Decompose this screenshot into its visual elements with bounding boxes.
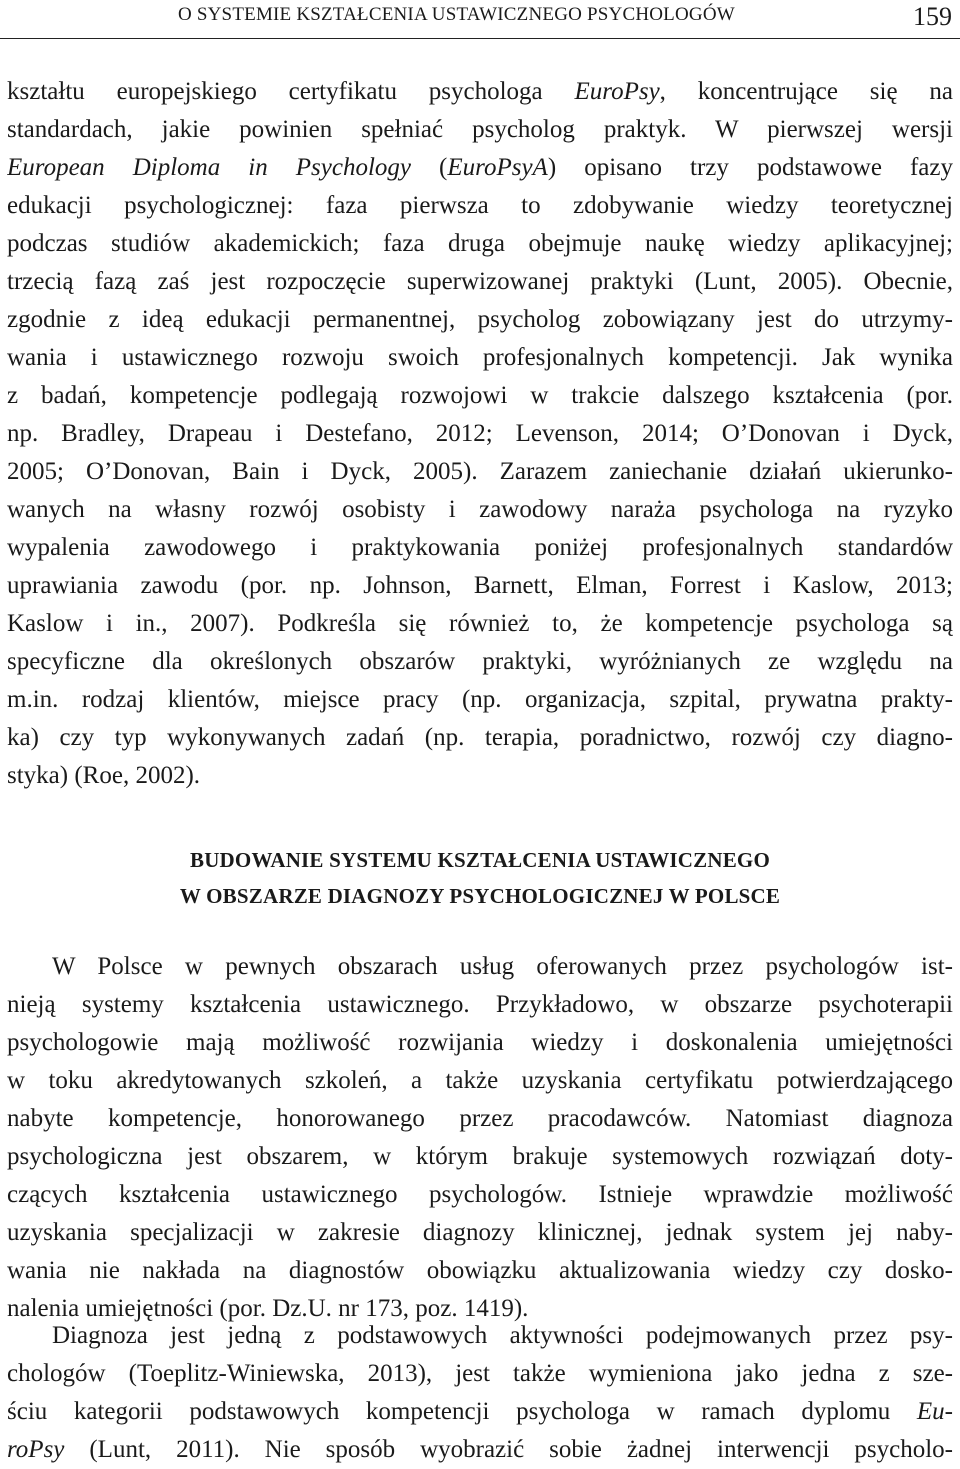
paragraph-line: wanych na własny rozwój osobisty i zawodowy naraża psychologa na ryzyko [7, 496, 953, 523]
paragraph-line: uprawiania zawodu (por. np. Johnson, Barnett, Elman, Forrest i Kaslow, 2013; [7, 572, 953, 599]
paragraph-line: m.in. rodzaj klientów, miejsce pracy (np. organizacja, szpital, prywatna prakty- [7, 686, 953, 713]
italic-term: EuroPsyA [447, 154, 548, 181]
paragraph-line: ściu kategorii podstawowych kompetencji psychologa w ramach dyplomu Eu- [7, 1398, 953, 1425]
paragraph-line: ka) czy typ wykonywanych zadań (np. terapia, poradnictwo, rozwój czy diagno- [7, 724, 953, 751]
paragraph-line: wypalenia zawodowego i praktykowania poniżej profesjonalnych standardów [7, 534, 953, 561]
paragraph-line: psychologiczna jest obszarem, w którym brakuje systemowych rozwiązań doty- [7, 1143, 953, 1170]
paragraph-line: kształtu europejskiego certyfikatu psychologa EuroPsy, koncentrujące się na [7, 78, 953, 105]
paragraph-line: 2005; O’Donovan, Bain i Dyck, 2005). Zarazem zaniechanie działań ukierunko- [7, 458, 953, 485]
running-title: O SYSTEMIE KSZTAŁCENIA USTAWICZNEGO PSYCHOLOGÓW [178, 4, 735, 25]
paragraph-line: specyficzne dla określonych obszarów praktyki, wyróżnianych ze względu na [7, 648, 953, 675]
paragraph-1 [7, 73, 953, 795]
paragraph-line: np. Bradley, Drapeau i Destefano, 2012; Levenson, 2014; O’Donovan i Dyck, [7, 420, 953, 447]
paragraph-line: nieją systemy kształcenia ustawicznego. Przykładowo, w obszarze psychoterapii [7, 991, 953, 1018]
italic-term: EuroPsy [574, 78, 660, 105]
paragraph-line: nabyte kompetencje, honorowanego przez pracodawców. Natomiast diagnoza [7, 1105, 953, 1132]
paragraph-line: European Diploma in Psychology (EuroPsyA) opisano trzy podstawowe fazy [7, 154, 953, 181]
paragraph-line: trzecią fazą zaś jest rozpoczęcie superwizowanej praktyki (Lunt, 2005). Obecnie, [7, 268, 953, 295]
paragraph-line: czących kształcenia ustawicznego psychologów. Istnieje wprawdzie możliwość [7, 1181, 953, 1208]
italic-term: roPsy [7, 1436, 65, 1463]
section-heading-line-2: W OBSZARZE DIAGNOZY PSYCHOLOGICZNEJ W POLSCE [179, 884, 781, 908]
paragraph-2 [7, 948, 953, 1328]
running-header [0, 0, 960, 40]
section-heading [0, 842, 960, 914]
header-rule [0, 38, 960, 39]
paragraph-line: z badań, kompetencje podlegają rozwojowi w trakcie dalszego kształcenia (por. [7, 382, 953, 409]
paragraph-line: Diagnoza jest jedną z podstawowych aktywności podejmowanych przez psy- [52, 1322, 953, 1349]
italic-term: European Diploma in Psychology [7, 154, 411, 181]
paragraph-line: psychologowie mają możliwość rozwijania wiedzy i doskonalenia umiejętności [7, 1029, 953, 1056]
italic-term: Eu- [916, 1398, 953, 1425]
paragraph-line: roPsy (Lunt, 2011). Nie sposób wyobrazić sobie żadnej interwencji psycholo- [7, 1436, 953, 1463]
paragraph-line: w toku akredytowanych szkoleń, a także uzyskania certyfikatu potwierdzającego [7, 1067, 953, 1094]
paragraph-line: W Polsce w pewnych obszarach usług oferowanych przez psychologów ist- [52, 953, 953, 980]
paragraph-line: podczas studiów akademickich; faza druga obejmuje naukę wiedzy aplikacyjnej; [7, 230, 953, 257]
section-heading-line-1: BUDOWANIE SYSTEMU KSZTAŁCENIA USTAWICZNEGO [189, 848, 770, 872]
paragraph-line: wania nie nakłada na diagnostów obowiązku aktualizowania wiedzy czy dosko- [7, 1257, 953, 1284]
paragraph-line: chologów (Toeplitz-Winiewska, 2013), jest także wymieniona jako jedna z sze- [7, 1360, 953, 1387]
paragraph-line: uzyskania specjalizacji w zakresie diagnozy klinicznej, jednak system jej naby- [7, 1219, 953, 1246]
paragraph-line: styka) (Roe, 2002). [7, 762, 201, 789]
paragraph-line: zgodnie z ideą edukacji permanentnej, psycholog zobowiązany jest do utrzymy- [7, 306, 953, 333]
page-number: 159 [913, 2, 952, 31]
paragraph-line: wania i ustawicznego rozwoju swoich profesjonalnych kompetencji. Jak wynika [7, 344, 953, 371]
paragraph-line: standardach, jakie powinien spełniać psycholog praktyk. W pierwszej wersji [7, 116, 953, 143]
paragraph-line: nalenia umiejętności (por. Dz.U. nr 173, poz. 1419). [7, 1295, 529, 1322]
paragraph-3 [7, 1317, 953, 1469]
paragraph-line: edukacji psychologicznej: faza pierwsza to zdobywanie wiedzy teoretycznej [7, 192, 953, 219]
paragraph-line: Kaslow i in., 2007). Podkreśla się również to, że kompetencje psychologa są [7, 610, 953, 637]
